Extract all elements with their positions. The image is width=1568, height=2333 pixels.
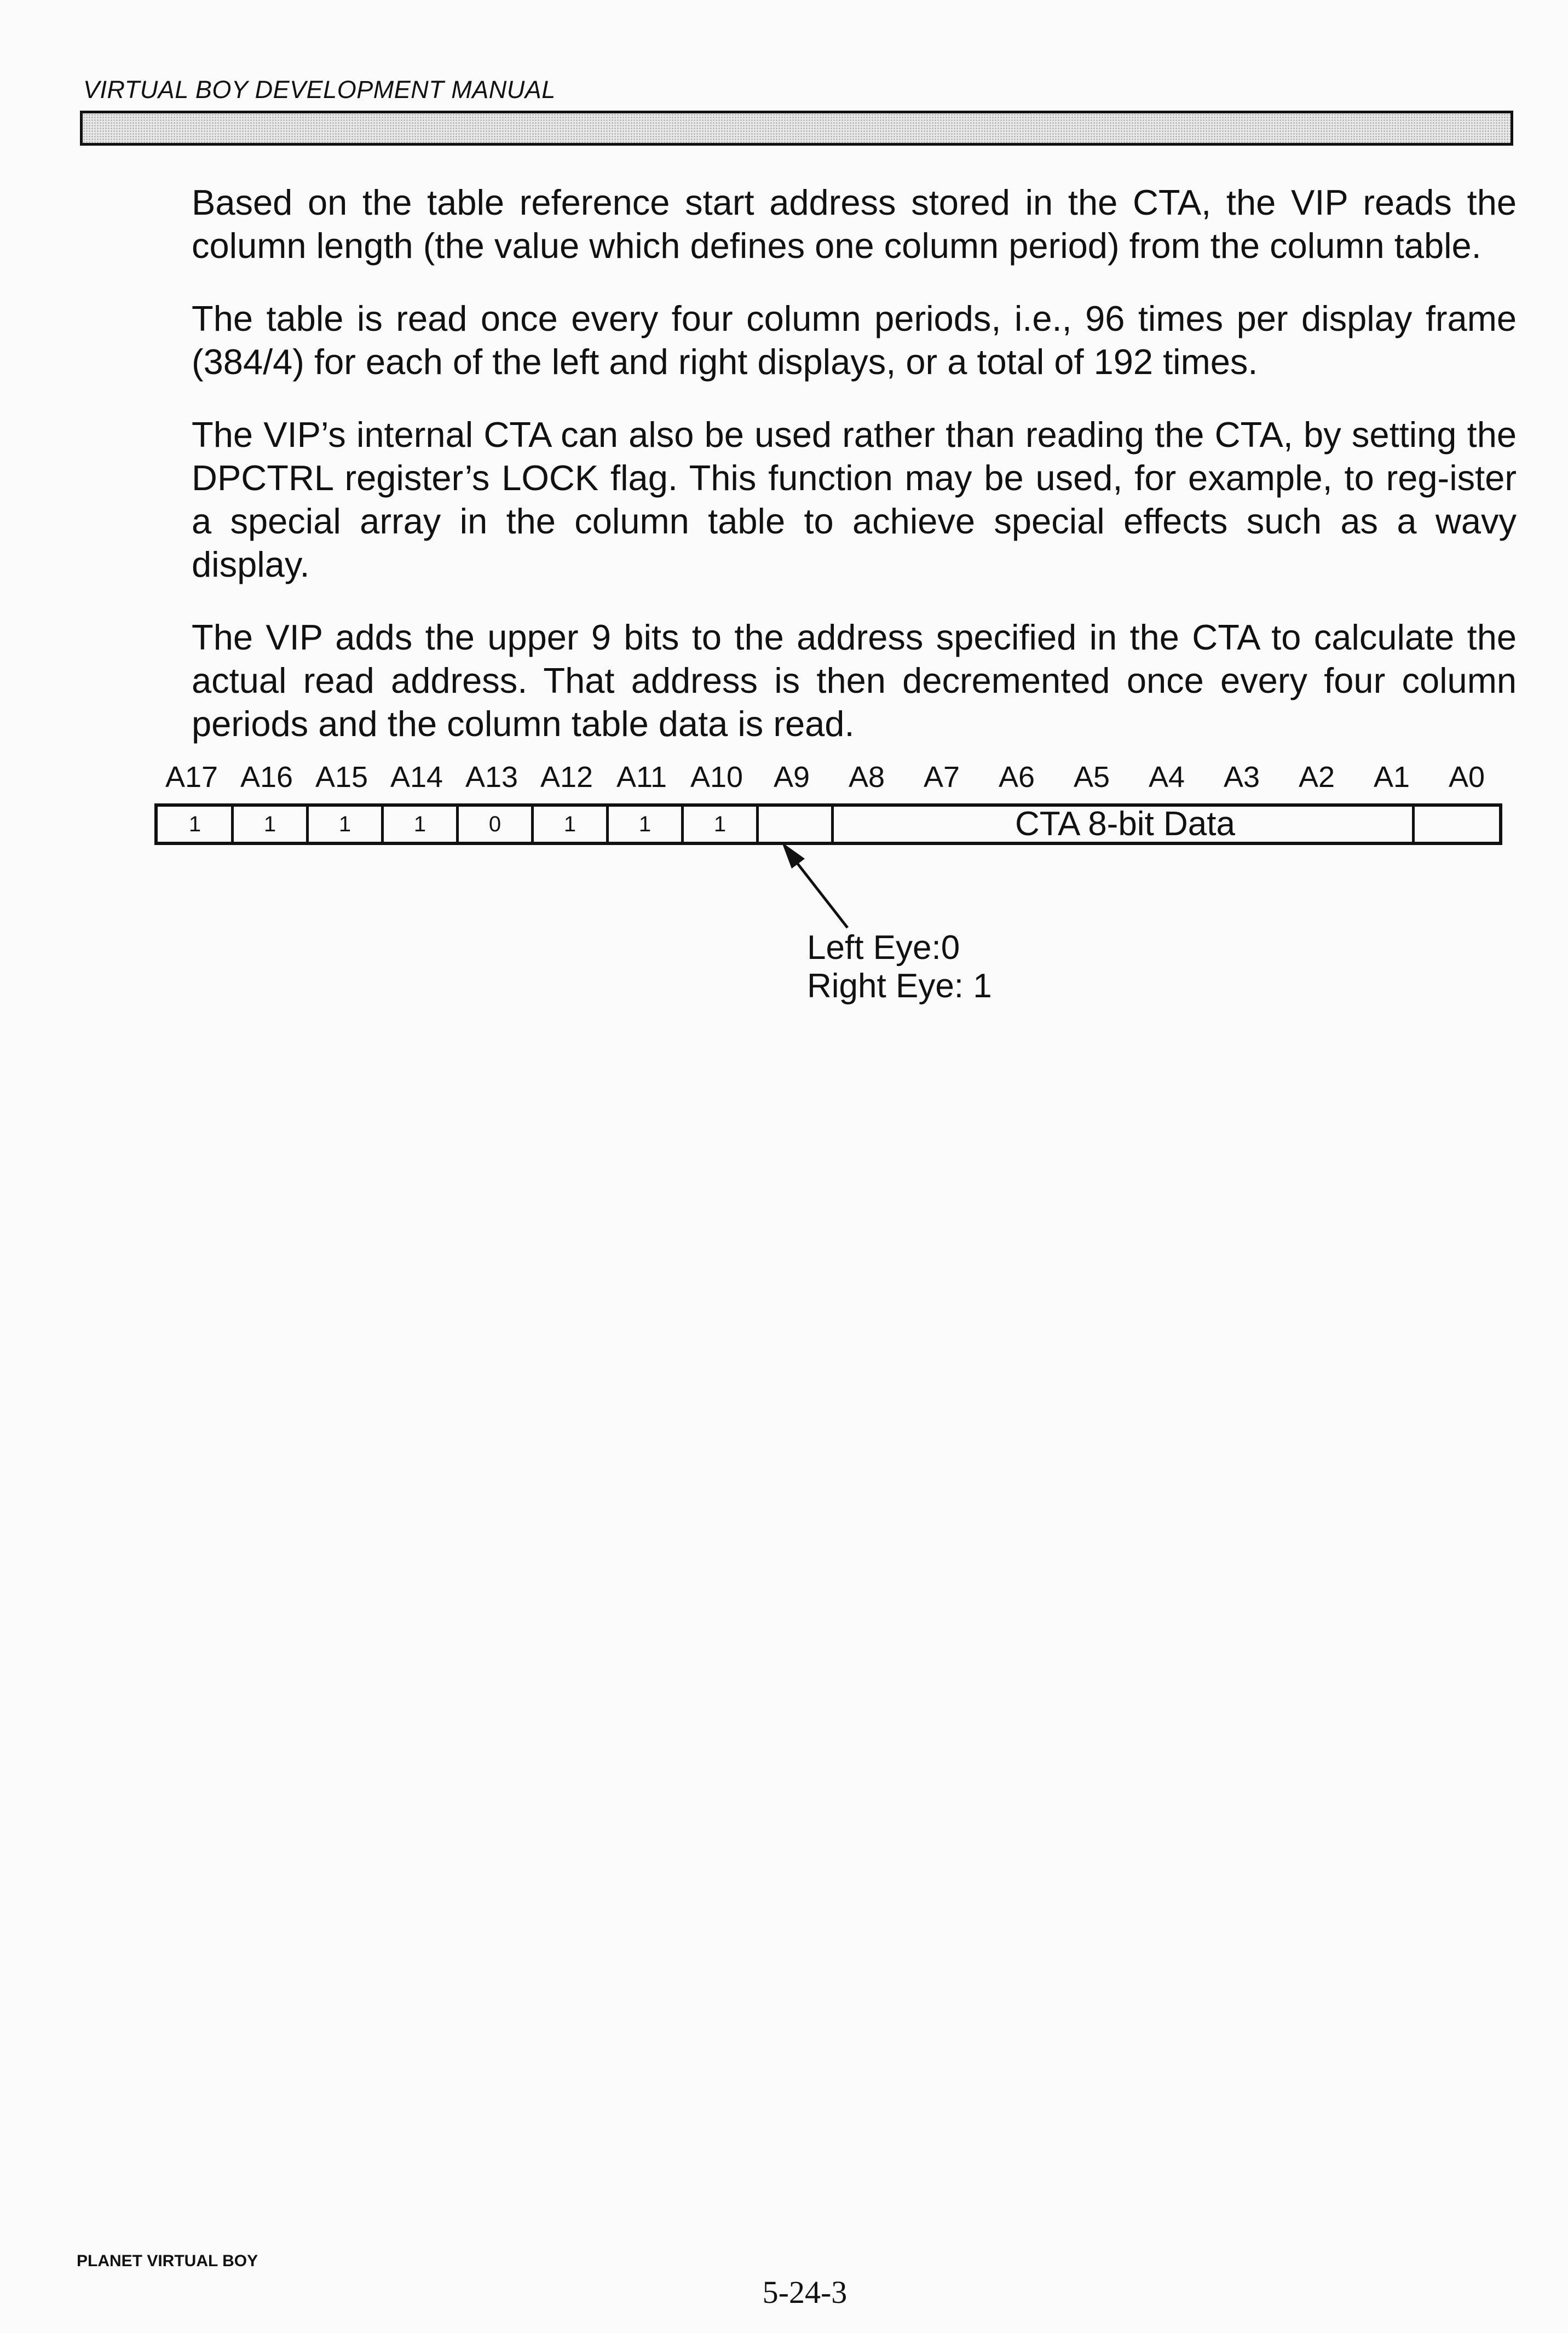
- bit-label-a9: A9: [773, 761, 810, 794]
- register-bit-a15: 1: [338, 812, 351, 836]
- bit-label-a7: A7: [923, 761, 960, 794]
- page-number: 5-24-3: [762, 2274, 848, 2310]
- bit-label-a12: A12: [540, 761, 593, 794]
- register-bit-a13: 0: [488, 812, 501, 836]
- bit-label-a16: A16: [240, 761, 293, 794]
- bit-label-a6: A6: [998, 761, 1035, 794]
- register-bit-a12: 1: [563, 812, 577, 836]
- register-bit-a11: 1: [638, 812, 652, 836]
- paragraph-1: Based on the table reference start address stored in the CTA, the VIP reads the column length (the value which defines one column period) from the column table.: [192, 182, 1517, 266]
- register-bit-a10: 1: [713, 812, 727, 836]
- register-bit-a17: 1: [188, 812, 201, 836]
- bit-label-a15: A15: [315, 761, 368, 794]
- bit-label-a2: A2: [1298, 761, 1335, 794]
- right-eye-note: Right Eye: 1: [807, 967, 992, 1005]
- register-bit-a14: 1: [413, 812, 426, 836]
- bit-label-a3: A3: [1223, 761, 1260, 794]
- bit-label-a5: A5: [1073, 761, 1110, 794]
- left-eye-note: Left Eye:0: [807, 929, 960, 967]
- paragraph-4: The VIP adds the upper 9 bits to the address specified in the CTA to calculate the actual read address. That address is then decremented once every four column periods and the column table data is read.: [192, 617, 1517, 744]
- bit-label-a13: A13: [465, 761, 518, 794]
- bit-label-a4: A4: [1148, 761, 1185, 794]
- header-title: VIRTUAL BOY DEVELOPMENT MANUAL: [83, 76, 556, 104]
- cta-data-field: CTA 8-bit Data: [1014, 805, 1235, 843]
- bit-label-a17: A17: [165, 761, 218, 794]
- bit-label-a0: A0: [1448, 761, 1485, 794]
- footer-brand: PLANET VIRTUAL BOY: [77, 2252, 258, 2270]
- bit-label-a14: A14: [390, 761, 443, 794]
- bit-label-a11: A11: [616, 761, 667, 794]
- bit-label-a8: A8: [848, 761, 885, 794]
- bit-label-a10: A10: [690, 761, 743, 794]
- bit-label-a1: A1: [1373, 761, 1410, 794]
- paragraph-2: The table is read once every four column periods, i.e., 96 times per display frame (384/4) for each of the left and right displays, or a total of 192 times.: [192, 298, 1517, 382]
- register-bit-a16: 1: [263, 812, 276, 836]
- paragraph-3: The VIP’s internal CTA can also be used rather than reading the CTA, by setting the DPCTRL register’s LOCK flag. This function may be used, for example, to reg-ister a special array in the column table to achieve special effects such as a wavy display.: [192, 415, 1517, 584]
